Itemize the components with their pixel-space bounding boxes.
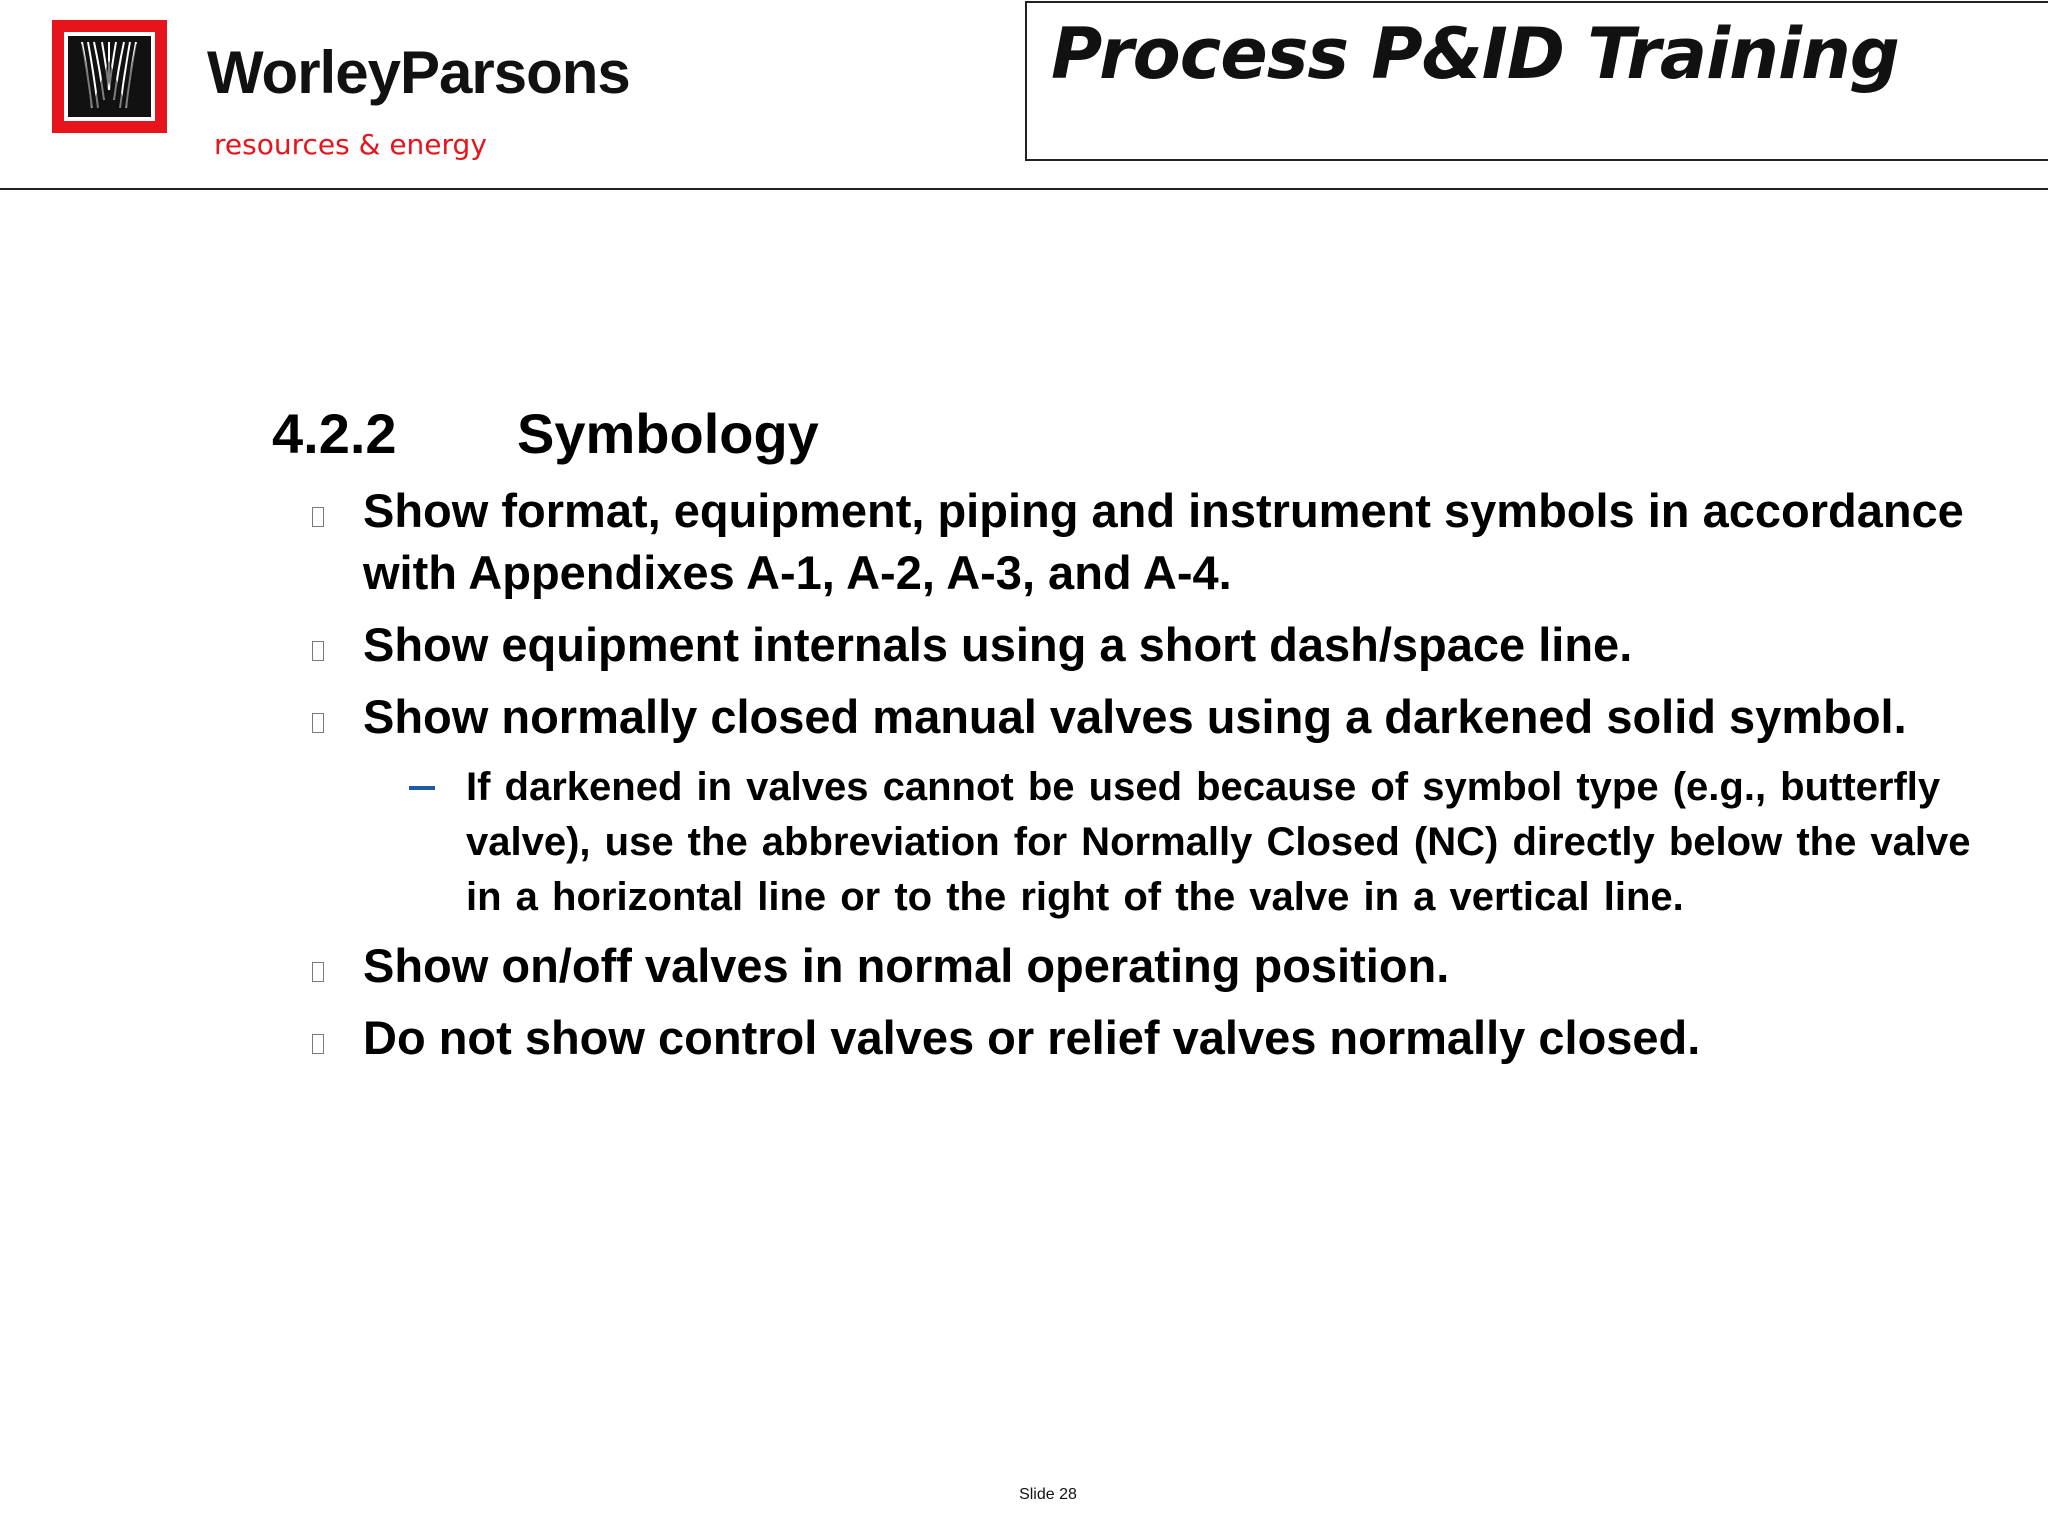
list-item	[272, 614, 2012, 676]
slide-number: Slide 28	[1019, 1486, 1077, 1503]
list-item	[272, 1007, 2012, 1069]
bullet-text: Show equipment internals using a short dash/space line.	[363, 618, 1633, 671]
slide-title: Process P&ID Training	[1051, 13, 1899, 95]
bullet-text: Show format, equipment, piping and instrument symbols in accordance with Appendixes A-1, A-2, A-3, and A-4.	[363, 484, 1964, 599]
section-title: Symbology	[517, 402, 819, 465]
section-number: 4.2.2	[272, 402, 397, 465]
list-item	[272, 480, 2012, 604]
list-item	[272, 686, 2012, 925]
brand-name: WorleyParsons	[207, 39, 630, 106]
title-box	[1025, 1, 2048, 161]
bullet-text: Do not show control valves or relief valves normally closed.	[363, 1011, 1701, 1064]
slide-content	[272, 398, 2012, 1069]
slide-header	[0, 0, 2048, 190]
brand-tagline: resources & energy	[214, 128, 487, 161]
bullet-marker-icon	[312, 713, 324, 733]
sub-bullet-text: If darkened in valves cannot be used because of symbol type (e.g., butterfly valve), use the abbreviation for Normally Closed (NC) directly below the valve in a horizontal line or to the right of the valve in a vertical line.	[466, 765, 1971, 919]
sub-bullet-list	[363, 760, 2012, 925]
bullet-marker-icon	[312, 507, 324, 527]
sub-list-item	[272, 760, 2012, 925]
section-heading	[272, 398, 2012, 470]
list-item	[272, 935, 2012, 997]
worleyparsons-logo-icon	[52, 20, 167, 133]
bullet-marker-icon	[312, 962, 324, 982]
bullet-marker-icon	[312, 641, 324, 661]
header-divider	[0, 188, 2048, 190]
bullet-list	[272, 480, 2012, 1069]
dash-marker-icon	[409, 786, 435, 790]
bullet-text: Show on/off valves in normal operating position.	[363, 939, 1450, 992]
bullet-marker-icon	[312, 1034, 324, 1054]
bullet-text: Show normally closed manual valves using a darkened solid symbol.	[363, 690, 1907, 743]
